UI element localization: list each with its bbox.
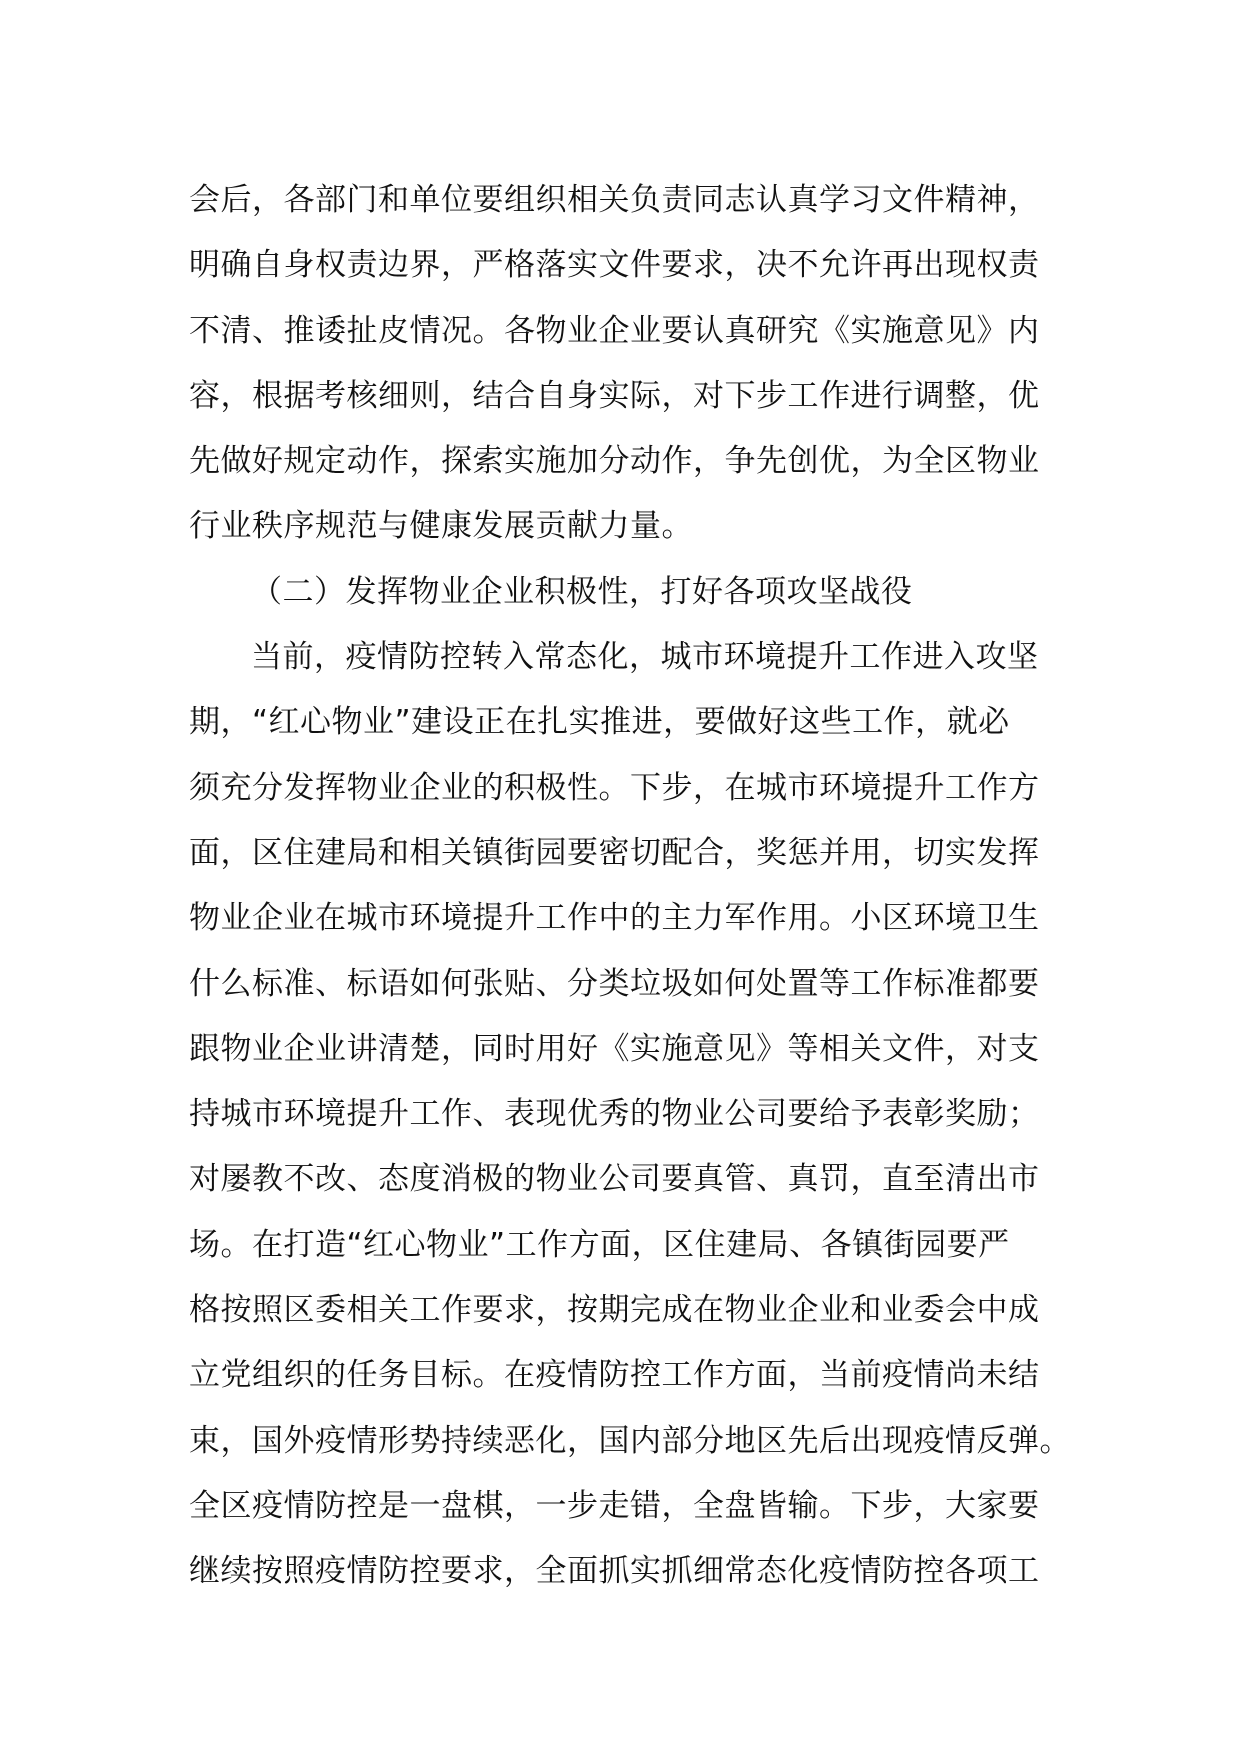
text-line: 行业秩序规范与健康发展贡献力量。 bbox=[189, 508, 693, 545]
text-line: 场。在打造“红心物业”工作方面，区住建局、各镇街园要严 bbox=[189, 1226, 1010, 1263]
text-line: 期，“红心物业”建设正在扎实推进，要做好这些工作，就必 bbox=[189, 704, 1010, 741]
text-line: 立党组织的任务目标。在疫情防控工作方面，当前疫情尚未结 bbox=[189, 1357, 1040, 1394]
section-heading: （二）发挥物业企业积极性，打好各项攻坚战役 bbox=[251, 573, 913, 610]
text-line: 当前，疫情防控转入常态化，城市环境提升工作进入攻坚 bbox=[251, 639, 1039, 676]
body-text bbox=[189, 168, 1071, 1605]
text-line: 物业企业在城市环境提升工作中的主力军作用。小区环境卫生 bbox=[189, 900, 1040, 937]
text-line: 须充分发挥物业企业的积极性。下步，在城市环境提升工作方 bbox=[189, 769, 1040, 806]
text-line: 对屡教不改、态度消极的物业公司要真管、真罚，直至清出市 bbox=[189, 1161, 1040, 1198]
text-line: 会后，各部门和单位要组织相关负责同志认真学习文件精神， bbox=[189, 182, 1040, 218]
text-line: 不清、推诿扯皮情况。各物业企业要认真研究《实施意见》内 bbox=[189, 312, 1040, 349]
text-line: 全区疫情防控是一盘棋，一步走错，全盘皆输。下步，大家要 bbox=[189, 1487, 1040, 1524]
text-line: 继续按照疫情防控要求，全面抓实抓细常态化疫情防控各项工 bbox=[189, 1553, 1040, 1590]
text-line: 跟物业企业讲清楚，同时用好《实施意见》等相关文件，对支 bbox=[189, 1030, 1040, 1067]
text-line: 先做好规定动作，探索实施加分动作，争先创优，为全区物业 bbox=[189, 443, 1040, 480]
text-line: 持城市环境提升工作、表现优秀的物业公司要给予表彰奖励； bbox=[189, 1096, 1040, 1133]
text-line: 束，国外疫情形势持续恶化，国内部分地区先后出现疫情反弹。 bbox=[189, 1422, 1071, 1459]
text-line: 容，根据考核细则，结合自身实际，对下步工作进行调整，优 bbox=[189, 377, 1040, 414]
text-line: 明确自身权责边界，严格落实文件要求，决不允许再出现权责 bbox=[189, 247, 1040, 284]
text-line: 什么标准、标语如何张贴、分类垃圾如何处置等工作标准都要 bbox=[189, 965, 1040, 1002]
text-line: 格按照区委相关工作要求，按期完成在物业企业和业委会中成 bbox=[189, 1292, 1040, 1329]
text-line: 面，区住建局和相关镇街园要密切配合，奖惩并用，切实发挥 bbox=[189, 834, 1040, 871]
